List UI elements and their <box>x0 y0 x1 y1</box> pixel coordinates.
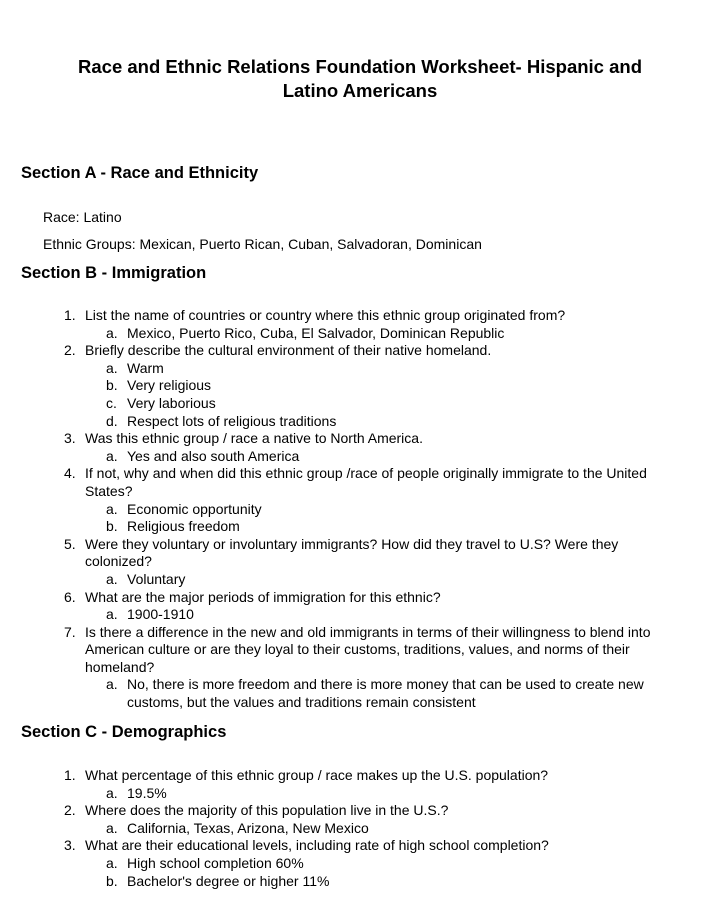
answer-list <box>0 571 714 589</box>
question-item <box>0 465 714 535</box>
answer-text: High school completion 60% <box>127 854 304 871</box>
question-item <box>0 430 714 465</box>
question-item <box>0 307 714 342</box>
answer-list <box>0 855 714 890</box>
answer-text: No, there is more freedom and there is more money that can be used to create new customs, but the values and traditions remain consistent <box>127 676 644 711</box>
answer-item <box>0 571 714 589</box>
ethnic-groups-line: Ethnic Groups: Mexican, Puerto Rican, Cuban, Salvadoran, Dominican <box>43 236 482 252</box>
answer-letter: a. <box>106 676 118 693</box>
answer-letter: a. <box>106 359 118 376</box>
question-number: 1. <box>64 307 76 323</box>
answer-text: Yes and also south America <box>127 447 300 464</box>
answer-letter: a. <box>106 570 118 587</box>
answer-letter: b. <box>106 872 118 889</box>
question-number: 3. <box>64 430 76 447</box>
answer-text: Mexico, Puerto Rico, Cuba, El Salvador, Dominican Republic <box>127 324 505 341</box>
answer-list <box>0 325 714 343</box>
question-number: 3. <box>64 837 76 854</box>
question-number: 2. <box>64 802 76 819</box>
answer-text: 19.5% <box>127 784 167 801</box>
answer-list <box>0 360 714 430</box>
answer-text: Religious freedom <box>127 518 240 535</box>
answer-letter: a. <box>106 500 118 517</box>
question-number: 4. <box>64 465 76 482</box>
answer-text: Voluntary <box>127 570 186 587</box>
document-title <box>40 55 680 103</box>
answer-item <box>0 377 714 395</box>
question-number: 5. <box>64 535 76 552</box>
answer-item <box>0 855 714 873</box>
answer-item <box>0 606 714 624</box>
question-text: Is there a difference in the new and old immigrants in terms of their willingness to blend into American culture or are they loyal to their customs, traditions, values, and norms of their homeland? <box>85 623 651 675</box>
question-text: List the name of countries or country where this ethnic group originated from? <box>85 307 566 323</box>
answer-letter: a. <box>106 324 118 341</box>
answer-item <box>0 501 714 519</box>
answer-item <box>0 873 714 891</box>
answer-item <box>0 395 714 413</box>
question-item <box>0 342 714 430</box>
answer-list <box>0 606 714 624</box>
answer-list <box>0 676 714 711</box>
answer-letter: a. <box>106 606 118 623</box>
answer-item <box>0 360 714 378</box>
answer-letter: a. <box>106 819 118 836</box>
race-line: Race: Latino <box>43 209 122 225</box>
answer-list <box>0 785 714 803</box>
answer-letter: a. <box>106 854 118 871</box>
answer-list <box>0 820 714 838</box>
question-text: What percentage of this ethnic group / race makes up the U.S. population? <box>85 767 549 783</box>
answer-letter: a. <box>106 447 118 464</box>
question-text: What are the major periods of immigration for this ethnic? <box>85 588 441 605</box>
question-text: Were they voluntary or involuntary immigrants? How did they travel to U.S? Were they colonized? <box>85 535 619 570</box>
section-c-question-list <box>0 767 714 890</box>
answer-letter: b. <box>106 377 118 394</box>
answer-item <box>0 785 714 803</box>
answer-item <box>0 325 714 343</box>
answer-text: 1900-1910 <box>127 606 194 623</box>
answer-item <box>0 448 714 466</box>
section-b-heading: Section B - Immigration <box>21 264 207 282</box>
question-text: If not, why and when did this ethnic group /race of people originally immigrate to the United States? <box>85 465 647 499</box>
question-text: What are their educational levels, including rate of high school completion? <box>85 837 549 854</box>
answer-list <box>0 448 714 466</box>
question-text: Where does the majority of this population live in the U.S.? <box>85 802 449 819</box>
answer-item <box>0 676 714 711</box>
question-text: Was this ethnic group / race a native to North America. <box>85 430 423 447</box>
answer-item <box>0 820 714 838</box>
answer-text: Economic opportunity <box>127 500 262 517</box>
answer-text: California, Texas, Arizona, New Mexico <box>127 819 369 836</box>
answer-letter: d. <box>106 412 118 429</box>
question-item <box>0 624 714 712</box>
answer-text: Bachelor's degree or higher 11% <box>127 872 330 889</box>
question-number: 1. <box>64 767 76 783</box>
question-number: 2. <box>64 342 76 359</box>
question-text: Briefly describe the cultural environment of their native homeland. <box>85 342 492 359</box>
question-number: 7. <box>64 623 76 640</box>
answer-text: Warm <box>127 359 164 376</box>
answer-letter: a. <box>106 784 118 801</box>
question-number: 6. <box>64 588 76 605</box>
question-item <box>0 837 714 890</box>
question-item <box>0 589 714 624</box>
section-c-heading: Section C - Demographics <box>21 723 227 741</box>
section-b-question-list <box>0 307 714 712</box>
answer-text: Very religious <box>127 377 212 394</box>
title-line-1: Race and Ethnic Relations Foundation Worksheet- Hispanic and <box>78 56 642 77</box>
answer-item <box>0 518 714 536</box>
section-a-heading: Section A - Race and Ethnicity <box>21 164 259 182</box>
answer-list <box>0 501 714 536</box>
answer-text: Respect lots of religious traditions <box>127 412 337 429</box>
question-item <box>0 802 714 837</box>
answer-letter: c. <box>106 394 117 411</box>
title-line-2: Latino Americans <box>282 80 438 101</box>
question-item <box>0 767 714 802</box>
answer-item <box>0 413 714 431</box>
question-item <box>0 536 714 589</box>
answer-letter: b. <box>106 518 118 535</box>
answer-text: Very laborious <box>127 394 216 411</box>
